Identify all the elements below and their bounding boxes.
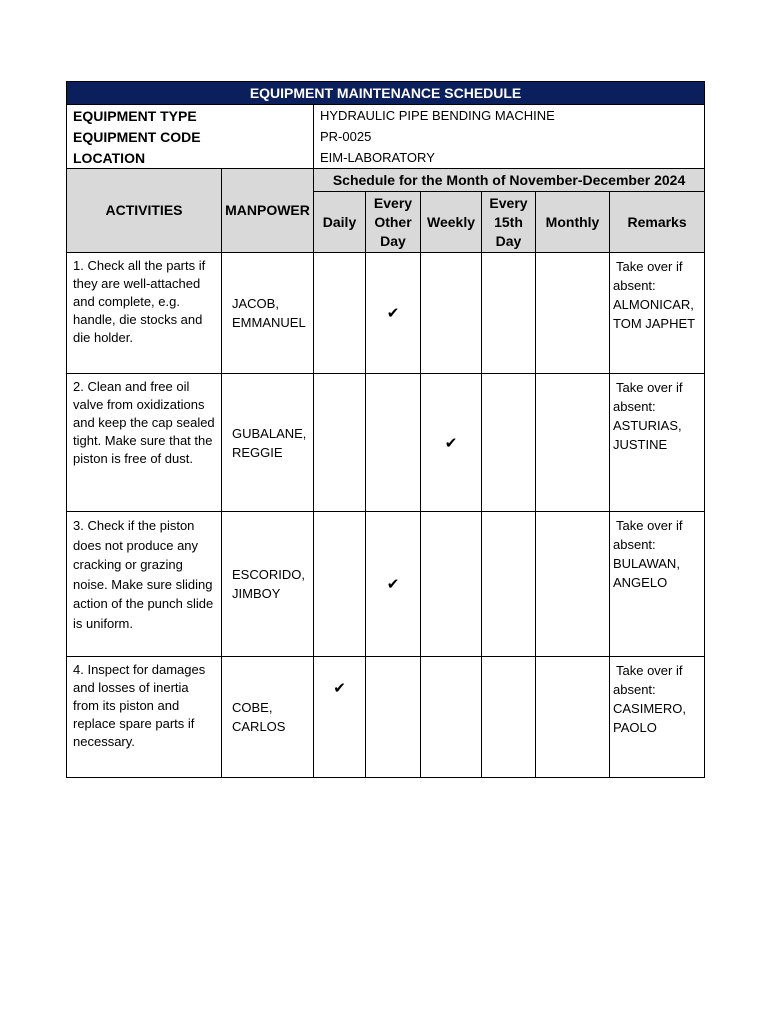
remarks-line: ALMONICAR, [613,297,694,312]
remarks-cell [610,512,705,657]
info-label: LOCATION [67,147,314,169]
header-line: Every [489,194,528,211]
weekly-header: Weekly [421,192,482,253]
every-other-day-cell [366,657,421,778]
manpower-cell [222,253,314,374]
manpower-line: JACOB, [232,296,279,311]
activity-text: 4. Inspect for damages and losses of inertia from its piston and replace spare parts if necessary. [73,662,206,749]
remarks-line: absent: [613,399,656,414]
check-mark-icon: ✔ [386,305,400,322]
every-15th-day-header [482,192,536,253]
activity-cell [67,253,222,374]
manpower-cell [222,512,314,657]
remarks-line: absent: [613,682,656,697]
info-value: HYDRAULIC PIPE BENDING MACHINE [314,105,705,127]
header-line: Day [380,232,406,249]
remarks-line: PAOLO [613,720,657,735]
remarks-line: Take over if [616,663,683,678]
schedule-period-header: Schedule for the Month of November-December 2024 [314,169,705,192]
manpower-line: CARLOS [232,719,286,734]
weekly-cell [421,253,482,374]
remarks-line: Take over if [616,518,683,533]
daily-cell [314,374,366,512]
info-row-equipment-code [67,126,705,147]
remarks-line: CASIMERO, [613,701,686,716]
activity-text: 3. Check if the piston does not produce any cracking or grazing noise. Make sure sliding action of the punch slide is uniform. [73,518,214,631]
every-15th-day-cell [482,374,536,512]
remarks-line: Take over if [616,259,683,274]
monthly-header: Monthly [536,192,610,253]
every-other-day-cell [366,374,421,512]
info-value: EIM-LABORATORY [314,147,705,169]
check-mark-icon: ✔ [386,576,400,593]
activity-cell [67,657,222,778]
every-other-day-cell [366,253,421,374]
manpower-line: ESCORIDO, [232,567,305,582]
header-line: 15th [494,213,523,230]
check-mark-icon: ✔ [333,680,346,697]
table-row [67,374,705,512]
remarks-line: JUSTINE [613,437,668,452]
activities-header: ACTIVITIES [67,169,222,253]
activity-cell [67,374,222,512]
table-row [67,657,705,778]
maintenance-schedule-table [66,81,705,778]
check-mark-icon: ✔ [444,434,458,452]
every-other-day-header [366,192,421,253]
info-value: PR-0025 [314,126,705,147]
info-row-equipment-type [67,105,705,127]
remarks-line: BULAWAN, [613,556,680,571]
manpower-line: COBE, [232,700,273,715]
remarks-cell [610,253,705,374]
manpower-line: JIMBOY [232,586,281,601]
monthly-cell [536,253,610,374]
manpower-line: GUBALANE, [232,425,307,441]
header-line: Every [373,194,413,211]
remarks-header: Remarks [610,192,705,253]
info-label: EQUIPMENT TYPE [67,105,314,127]
manpower-cell [222,657,314,778]
every-15th-day-cell [482,657,536,778]
weekly-cell [421,657,482,778]
monthly-cell [536,374,610,512]
remarks-line: ANGELO [613,575,668,590]
daily-cell [314,253,366,374]
info-label: EQUIPMENT CODE [67,126,314,147]
schedule-title: EQUIPMENT MAINTENANCE SCHEDULE [67,82,705,105]
remarks-line: TOM JAPHET [613,316,696,331]
remarks-line: ASTURIAS, [613,418,682,433]
every-15th-day-cell [482,512,536,657]
weekly-cell [421,374,482,512]
remarks-line: absent: [613,278,656,293]
every-other-day-cell [366,512,421,657]
monthly-cell [536,512,610,657]
activity-text: 2. Clean and free oil valve from oxidizations and keep the cap sealed tight. Make sure that the piston is free of dust. [73,379,215,466]
daily-cell [314,512,366,657]
every-15th-day-cell [482,253,536,374]
remarks-cell [610,657,705,778]
manpower-header: MANPOWER [222,169,314,253]
manpower-line: REGGIE [232,444,283,460]
header-line: Day [495,232,522,249]
manpower-line: EMMANUEL [232,315,306,330]
monthly-cell [536,657,610,778]
remarks-line: Take over if [616,380,683,395]
remarks-cell [610,374,705,512]
activity-cell [67,512,222,657]
daily-header: Daily [314,192,366,253]
manpower-cell [222,374,314,512]
header-line: Other [374,213,412,230]
activity-text: 1. Check all the parts if they are well-attached and complete, e.g. handle, die stocks and die holder. [73,258,206,345]
remarks-line: absent: [613,537,656,552]
table-row [67,512,705,657]
weekly-cell [421,512,482,657]
info-row-location [67,147,705,169]
table-row [67,253,705,374]
daily-cell [314,657,366,778]
